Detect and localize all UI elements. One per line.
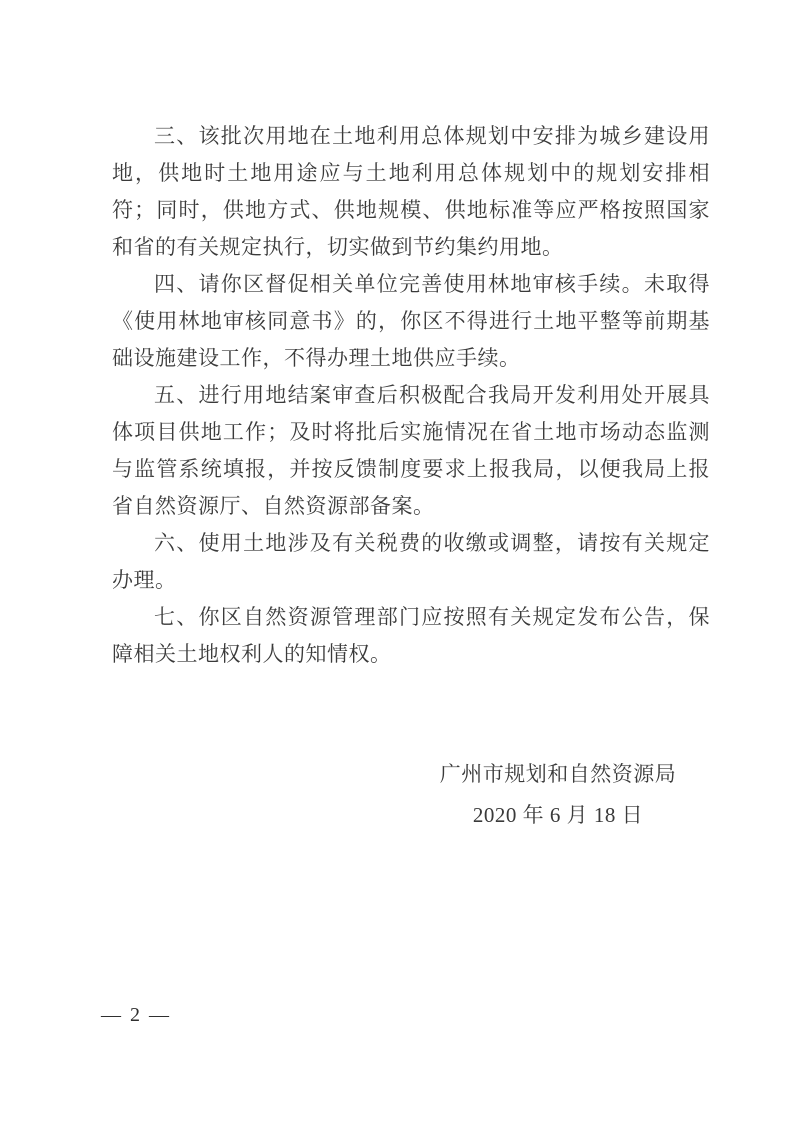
paragraph-item-7: 七、你区自然资源管理部门应按照有关规定发布公告，保障相关土地权利人的知情权。: [112, 605, 710, 666]
issuing-authority: 广州市规划和自然资源局: [439, 762, 677, 786]
document-body: [112, 118, 710, 673]
paragraph-item-4: 四、请你区督促相关单位完善使用林地审核手续。未取得《使用林地审核同意书》的，你区不得进行土地平整等前期基础设施建设工作，不得办理土地供应手续。: [112, 272, 710, 370]
issue-date: 2020 年 6 月 18 日: [472, 803, 644, 827]
signature-block: [424, 754, 692, 836]
paragraph-item-3: 三、该批次用地在土地利用总体规划中安排为城乡建设用地，供地时土地用途应与土地利用总体规划中的规划安排相符；同时，供地方式、供地规模、供地标准等应严格按照国家和省的有关规定执行，切实做到节约集约用地。: [112, 124, 710, 259]
page-number: — 2 —: [101, 1004, 171, 1026]
paragraph-item-5: 五、进行用地结案审查后积极配合我局开发利用处开展具体项目供地工作；及时将批后实施情况在省土地市场动态监测与监管系统填报，并按反馈制度要求上报我局，以便我局上报省自然资源厅、自然资源部备案。: [112, 383, 710, 518]
paragraph-item-6: 六、使用土地涉及有关税费的收缴或调整，请按有关规定办理。: [112, 531, 710, 592]
